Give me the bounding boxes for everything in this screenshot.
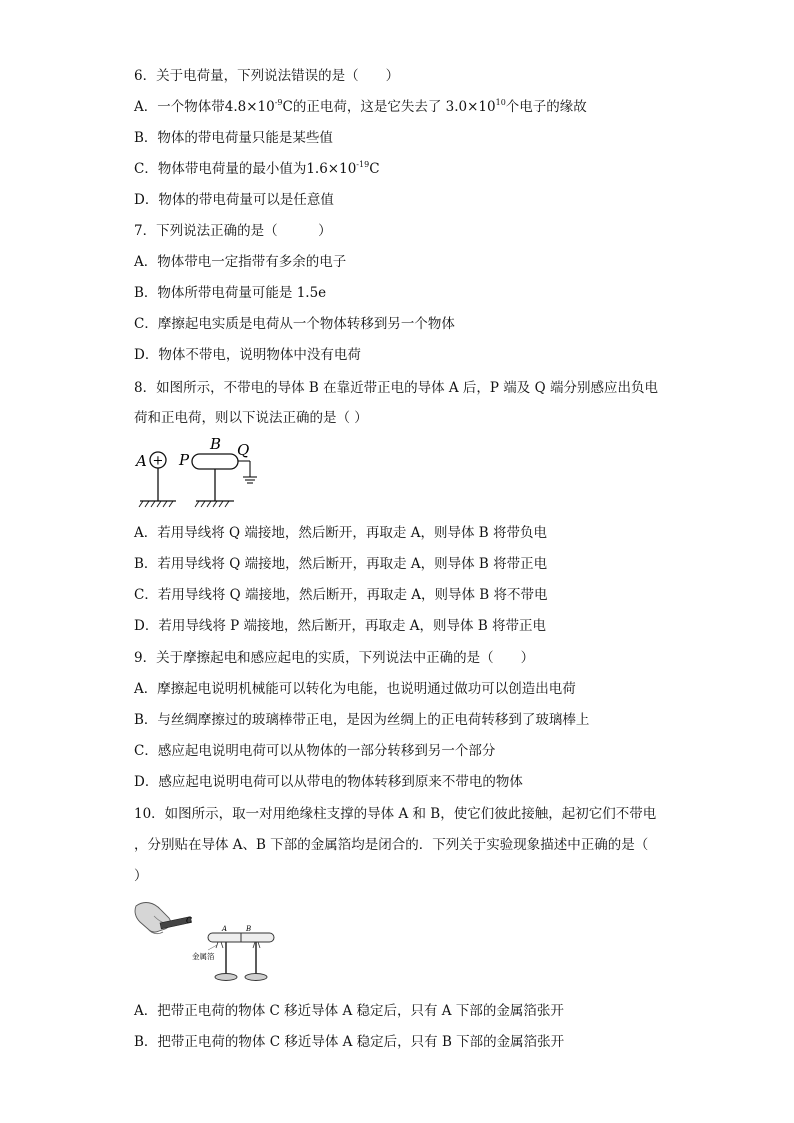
q6-option-a <box>134 97 587 117</box>
q6-option-b: B．物体的带电荷量只能是某些值 <box>134 130 333 146</box>
q10-label-a: A <box>222 925 228 933</box>
q10-label-c: C <box>186 916 193 925</box>
q8-conductor-figure <box>134 433 274 515</box>
q10-option-b: B．把带正电荷的物体 C 移近导体 A 稳定后，只有 B 下部的金属箔张开 <box>134 1034 565 1050</box>
q10-stem-line-3: ） <box>134 868 148 884</box>
q6-a-mid: C的正电荷，这是它失去了 3.0×10 <box>282 99 496 115</box>
q7-option-c: C．摩擦起电实质是电荷从一个物体转移到另一个物体 <box>134 316 455 332</box>
q10-label-b: B <box>246 925 252 933</box>
q9-stem: 9．关于摩擦起电和感应起电的实质，下列说法中正确的是（ ） <box>134 650 535 666</box>
q10-stem-line-2: ，分别贴在导体 A、B 下部的金属箔均是闭合的．下列关于实验现象描述中正确的是（ <box>134 837 649 853</box>
q6-a-post: 个电子的缘故 <box>505 99 587 115</box>
q9-option-a: A．摩擦起电说明机械能可以转化为电能，也说明通过做功可以创造出电荷 <box>134 681 576 697</box>
q10-foil-label: 金属箔 <box>192 952 215 961</box>
q6-a-exponent-2: 10 <box>495 98 506 107</box>
q8-option-c: C．若用导线将 Q 端接地，然后断开，再取走 A，则导体 B 将不带电 <box>134 587 548 603</box>
q6-a-pre: A．一个物体带4.8×10 <box>134 99 275 115</box>
q7-option-d: D．物体不带电，说明物体中没有电荷 <box>134 347 361 363</box>
q8-option-b: B．若用导线将 Q 端接地，然后断开，再取走 A，则导体 B 将带正电 <box>134 556 548 572</box>
q6-a-exponent-1: -9 <box>274 98 283 107</box>
q6-c-exponent: -19 <box>356 160 370 169</box>
q6-option-c <box>134 159 380 179</box>
q7-stem: 7．下列说法正确的是（ ） <box>134 223 332 239</box>
q10-option-a: A．把带正电荷的物体 C 移近导体 A 稳定后，只有 A 下部的金属箔张开 <box>134 1003 564 1019</box>
q7-option-a: A．物体带电一定指带有多余的电子 <box>134 254 347 270</box>
q8-option-a: A．若用导线将 Q 端接地，然后断开，再取走 A，则导体 B 将带负电 <box>134 525 547 541</box>
q9-option-b: B．与丝绸摩擦过的玻璃棒带正电，是因为丝绸上的正电荷转移到了玻璃棒上 <box>134 712 590 728</box>
q8-label-p: P <box>179 451 190 469</box>
q8-option-d: D．若用导线将 P 端接地，然后断开，再取走 A，则导体 B 将带正电 <box>134 618 547 634</box>
q7-option-b: B．物体所带电荷量可能是 1.5e <box>134 285 327 301</box>
q8-label-q: Q <box>237 441 250 459</box>
q8-label-b: B <box>210 435 222 453</box>
q8-stem-line-1: 8．如图所示，不带电的导体 B 在靠近带正电的导体 A 后，P 端及 Q 端分别感应出负电 <box>134 380 658 396</box>
q8-label-a: A <box>136 452 147 470</box>
q9-option-d: D．感应起电说明电荷可以从带电的物体转移到原来不带电的物体 <box>134 774 523 790</box>
q10-apparatus-figure <box>134 896 279 988</box>
q6-stem: 6．关于电荷量，下列说法错误的是（ ） <box>134 68 400 84</box>
q8-plus-sign: + <box>152 453 164 469</box>
q6-option-d: D．物体的带电荷量可以是任意值 <box>134 192 334 208</box>
q6-c-pre: C．物体带电荷量的最小值为1.6×10 <box>134 161 357 177</box>
q6-c-post: C <box>369 161 380 177</box>
q9-option-c: C．感应起电说明电荷可以从物体的一部分转移到另一个部分 <box>134 743 496 759</box>
q10-stem-line-1: 10．如图所示，取一对用绝缘柱支撑的导体 A 和 B，使它们彼此接触，起初它们不带电 <box>134 806 657 822</box>
q8-stem-line-2: 荷和正电荷，则以下说法正确的是（ ） <box>134 410 368 426</box>
